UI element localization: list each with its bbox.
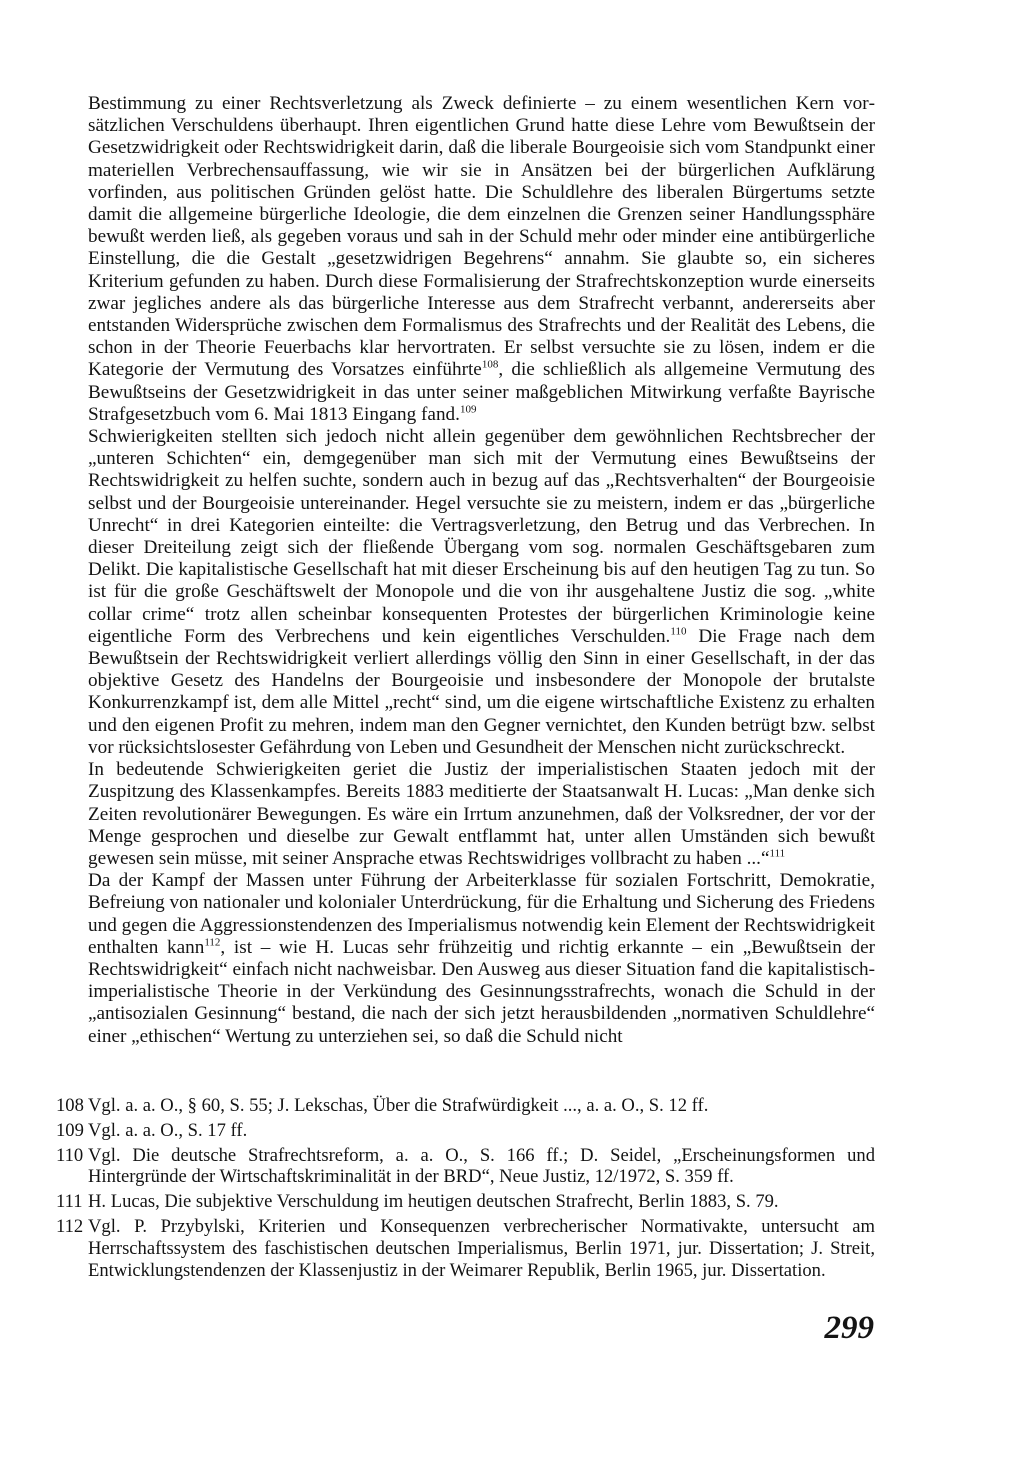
paragraph-4 [88,870,875,1048]
footnote-number: 110 [56,1144,84,1166]
footnote-text: Vgl. Die deutsche Strafrechtsreform, a. a. O., S. 166 ff.; D. Seidel, „Erscheinungsformen und Hintergründe der Wirtschaftskriminalität in der BRD“, Neue Justiz, 12/1972, S. 359 ff. [88,1144,875,1188]
footnote-ref-112: 112 [204,936,221,949]
page-number: 299 [824,1310,874,1346]
footnote-number: 108 [56,1095,84,1116]
footnote-text: H. Lucas, Die subjektive Verschuldung im heutigen deutschen Strafrecht, Berlin 1883, S. 79. [88,1191,779,1213]
footnote-109 [56,1120,875,1142]
paragraph-1-text-b: , die schließlich als allgemeine Vermutung des Bewußtseins der Gesetzwidrigkeit in das unter seiner maßgeblichen Mitwirkung verfaßte Bayrische Strafgesetzbuch vom 6. Mai 1813 Eingang fand. [88,359,875,425]
footnote-text: Vgl. P. Przybylski, Kriterien und Konsequenzen verbrecherischer Normativakte, untersucht am Herrschaftssystem des faschistischen deutschen Imperialismus, Berlin 1971, jur. Dissertation; J. Streit, Entwicklungstendenzen der Klassenjustiz in der Weimarer Republik, Berlin 1965, jur. Dissertation. [88,1215,875,1281]
footnotes-section [56,1095,875,1284]
footnote-110 [56,1145,875,1189]
footnote-number: 112 [56,1215,84,1237]
footnote-108 [56,1095,875,1117]
paragraph-3-text-a: In bedeutende Schwierigkeiten geriet die Justiz der imperialistischen Staaten jedoch mit der Zuspitzung des Klassenkampfes. Bereits 1883 meditierte der Staatsanwalt H. Lucas: „Man denke sich Zeiten revolutionärer Bewegungen. Es wäre ein Irrtum anzunehmen, daß der Volksredner, der vor der Menge gesprochen und dieselbe zur Gewalt entflammt hat, unter allen Umständen sich bewußt gewesen sein müsse, mit seiner Ansprache etwas Rechtswidriges vollbracht zu haben ...“ [88,759,875,869]
footnote-ref-111: 111 [769,847,786,860]
footnote-ref-108: 108 [481,359,499,372]
paragraph-2-text-a: Schwierigkeiten stellten sich jedoch nicht allein gegenüber dem gewöhnlichen Rechtsbrecher der „unteren Schichten“ ein, demgegenüber man sich mit der Vermutung eines Bewußtseins der Rechtswidrigkeit zu helfen suchte, sondern auch in bezug auf das „Rechtsverhalten“ der Bourgeoisie selbst und der Bourgeoisie untereinander. Hegel versuchte sie zu meistern, indem er das „bürgerliche Unrecht“ in drei Kategorien einteilte: die Vertragsverletzung, den Betrug und das Verbrechen. In dieser Dreiteilung zeigt sich der fließende Übergang vom sog. normalen Geschäftsgebaren zum Delikt. Die kapitalistische Gesellschaft hat mit dieser Erscheinung bis auf den heutigen Tag zu tun. So ist für die große Geschäftswelt der Monopole und die von ihr ausgehaltene Justiz die sog. „white collar crime“ trotz allen scheinbar konsequenten Protestes der bürgerlichen Kriminologie keine eigentliche Form des Verbrechens und kein eigentliches Verschulden. [88,426,875,647]
footnote-112 [56,1216,875,1281]
footnote-111 [56,1191,875,1213]
footnote-text: Vgl. a. a. O., S. 17 ff. [88,1119,248,1141]
paragraph-2 [88,426,875,759]
paragraph-3 [88,759,875,870]
paragraph-1-text-a: Bestimmung zu einer Rechtsverletzung als Zweck definierte – zu einem wesentlichen Kern vorsätzlichen Verschuldens überhaupt. Ihren eigentlichen Grund hatte diese Lehre vom Bewußtsein der Gesetzwidrigkeit oder Rechtswidrigkeit darin, daß die liberale Bourgeoisie sich vom Standpunkt einer materiellen Verbrechensauffassung, wie wir sie in Ansätzen bei der bürgerlichen Aufklärung vorfinden, aus politischen Gründen gelöst hatte. Die Schuldlehre des liberalen Bürgertums setzte damit die allgemeine bürgerliche Ideologie, die dem einzelnen die Grenzen seiner Handlungssphäre bewußt werden ließ, als gegeben voraus und sah in der Schuld mehr oder minder eine antibürgerliche Einstellung, die die Gestalt „gesetzwidrigen Begehrens“ annahm. Sie glaubte so, ein sicheres Kriterium gefunden zu haben. Durch diese Formalisierung der Strafrechtskonzeption wurde einerseits zwar jegliches andere als das bürgerliche Interesse aus dem Strafrecht verbannt, andererseits aber entstanden Widersprüche zwischen dem Formalismus des Strafrechts und der Realität des Lebens, die schon in der Theorie Feuerbachs klar hervortraten. Er selbst versuchte sie zu lösen, indem er die Kategorie der Vermutung des Vorsatzes einführte [88,93,875,381]
footnote-number: 109 [56,1119,84,1141]
footnote-ref-109: 109 [459,403,477,416]
body-text [88,93,875,1048]
paragraph-4-text-b: , ist – wie H. Lucas sehr frühzeitig und richtig erkannte – ein „Bewußtsein der Rechtswidrigkeit“ einfach nicht nachweisbar. Den Ausweg aus dieser Situation fand die kapitalistisch-imperialistische Theorie in der Verkündung des Gesinnungsstrafrechts, wonach die Schuld in der „antisozialen Gesinnung“ bestand, die nach der sich jetzt herausbildenden „normativen Schuldlehre“ einer „ethischen“ Wertung zu unterziehen sei, so daß die Schuld nicht [88,936,876,1047]
paragraph-2-text-b: Die Frage nach dem Bewußtsein der Rechtswidrigkeit verliert allerdings völlig den Sinn in einer Gesellschaft, in der das objektive Gesetz des Handelns der Bourgeoisie und insbesondere der Monopole der brutalste Konkurrenzkampf ist, dem alle Mittel „recht“ sind, um die eigene wirtschaftliche Existenz zu erhalten und den eigenen Profit zu mehren, indem man den Gegner vernichtet, den Kunden betrügt bzw. selbst vor rücksichtslosester Gefährdung von Leben und Gesundheit der Menschen nicht zurückschreckt. [88,625,875,758]
footnote-ref-110: 110 [670,625,687,638]
footnote-text: Vgl. a. a. O., § 60, S. 55; J. Lekschas, Über die Strafwürdigkeit ..., a. a. O., S. 12 ff. [88,1095,709,1116]
footnote-number: 111 [56,1191,83,1213]
paragraph-4-text-a: Da der Kampf der Massen unter Führung der Arbeiterklasse für sozialen Fortschritt, Demokratie, Befreiung von nationaler und kolonialer Unterdrückung, für die Erhaltung und Sicherung des Friedens und gegen die Aggressionstendenzen des Imperialismus notwendig kein Element der Rechtswidrigkeit enthalten kann [88,870,876,958]
paragraph-1 [88,93,875,426]
